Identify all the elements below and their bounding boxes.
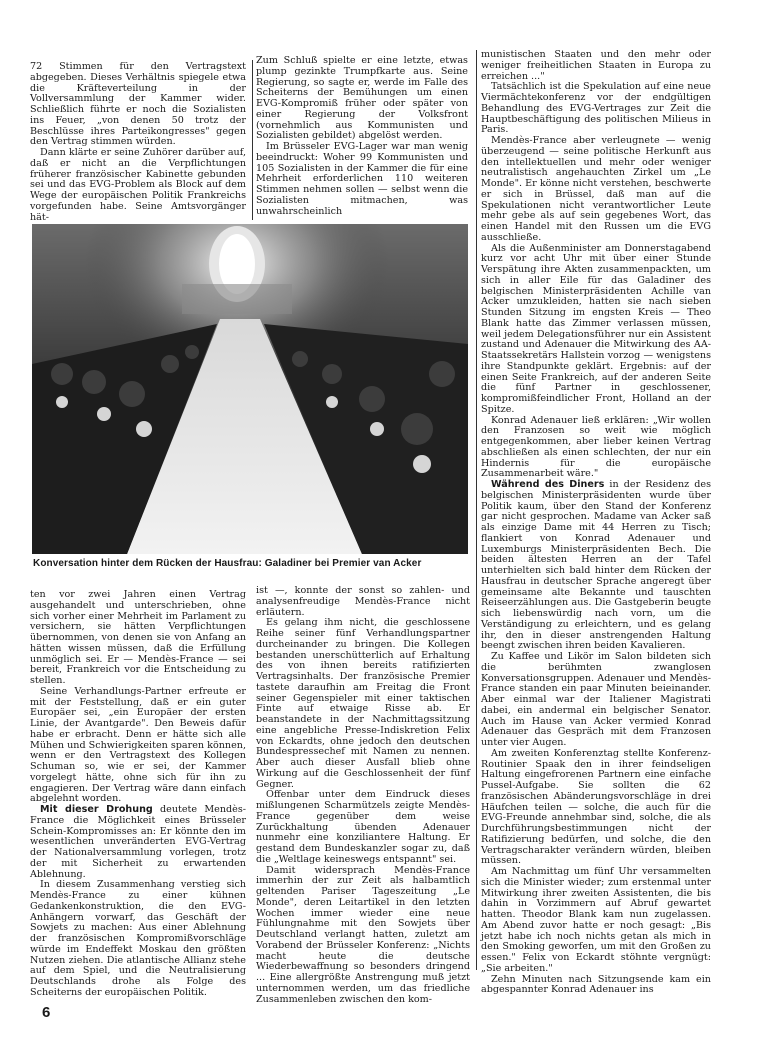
paragraph: 72 Stimmen für den Vertragstext abgegeben. Dieses Verhältnis spiegele etwa die Kräfteverteilung in der Vollversammlung der Kammer wider. Schließlich führte er noch die Sozialisten ins Feuer, „von denen 50 trotz der Beschlüsse ihres Parteikongresses" gegen den Vertrag stimmen würden. xyxy=(30,61,246,148)
column-rule xyxy=(476,50,477,970)
paragraph: Im Brüsseler EVG-Lager war man wenig beeindruckt: Woher 99 Kommunisten und 105 Sozialisten in der Kammer die für eine Mehrheit erforderlichen 110 weiteren Stimmen nehmen sollen — selbst wenn die Sozialisten mitmachen, was unwahrscheinlich xyxy=(256,141,468,217)
photo-caption xyxy=(33,558,469,569)
paragraph: In diesem Zusammenhang verstieg sich Mendès-France zu einer kühnen Gedankenkonstruktion, die den EVG-Anhängern vorwarf, das Geschäft der Sowjets zu machen: Aus einer Ablehnung der französischen Kompromißvorschläge würde im Endeffekt Moskau den größten Nutzen ziehen. Die atlantische Allianz stehe auf dem Spiel, und die Neutralisierung Deutschlands drohe als Folge des Scheiterns der europäischen Politik. xyxy=(30,879,246,998)
paragraph: Mit dieser Drohung deutete Mendès-France die Möglichkeit eines Brüsseler Schein-Kompromisses an: Er könnte den im wesentlichen unveränderten EVG-Vertrag der Nationalversammlung vorlegen, trotz der mit Sicherheit zu erwartenden Ablehnung. xyxy=(30,804,246,880)
paragraph: Während des Diners in der Residenz des belgischen Ministerpräsidenten wurde über Politik kaum, über den Stand der Konferenz gar nicht gesprochen. Madame van Acker saß als einzige Dame mit 44 Herren zu Tisch; flankiert von Konrad Adenauer und Luxemburgs Ministerpräsidenten Bech. Die beiden ältesten Herren an der Tafel unterhielten sich bald hinter dem Rücken der Hausfrau in deutscher Sprache angeregt über gemeinsame alte Bekannte und tauschten Reiseerzählungen aus. Die Gastgeberin beugte sich liebenswürdig nach vorn, um die Verständigung zu erleichtern, und es gelang ihr, den in dieser anstrengenden Haltung beengt zwischen ihren beiden Kavalieren. xyxy=(481,479,711,652)
paragraph: munistischen Staaten und den mehr oder weniger freiheitlichen Staaten in Europa zu erreichen ..." xyxy=(481,49,711,82)
paragraph: Zehn Minuten nach Sitzungsende kam ein abgespannter Konrad Adenauer ins xyxy=(481,973,711,996)
paragraph: Damit widersprach Mendès-France immerhin der zur Zeit als halbamtlich geltenden Pariser Tageszeitung „Le Monde", deren Leitartikel in den letzten Wochen immer wieder eine neue Fühlungnahme mit den Sowjets über Deutschland verlangt hatten, zuletzt am Vorabend der Brüsseler Konferenz: „Nichts macht heute die deutsche Wiederbewaffnung so besonders dringend ... Eine allergrößte Anstrengung muß jetzt unternommen werden, um das friedliche Zusammenleben zwischen den kom- xyxy=(256,864,470,1005)
paragraph: Als die Außenminister am Donnerstagabend kurz vor acht Uhr mit über einer Stunde Verspätung ihre Akten zusammenpackten, um sich in aller Eile für das Galadiner des belgischen Ministerpräsidenten Achille van Acker umzukleiden, hatten sie nach sieben Stunden Sitzung im engsten Kreis — Theo Blank hatte das Zimmer verlassen müssen, weil jedem Delegationsführer nur ein Assistent zustand und Adenauer die Mitwirkung des AA-Staatssekretärs Hallstein vorzog — wenigstens ihre Standpunkte geklärt. Ergebnis: auf der einen Seite Frankreich, auf der anderen Seite die fünf Partner in geschlossener, kompromißfeindlicher Front, Holland an der Spitze. xyxy=(481,242,711,415)
bold-lead-in: Während des Diners xyxy=(491,479,605,490)
page-number: 6 xyxy=(42,1004,51,1021)
paragraph: Zu Kaffee und Likör im Salon bildeten sich die berühmten zwanglosen Konversationsgruppen. Adenauer und Mendès-France standen ein paar Minuten beieinander. Aber einmal war der Italiener Magistrati dabei, ein andermal ein belgischer Senator. Auch im Hause van Acker vermied Konrad Adenauer das Gespräch mit dem Franzosen unter vier Augen. xyxy=(481,651,711,748)
paragraph: Am Nachmittag um fünf Uhr versammelten sich die Minister wieder; zum erstenmal unter Mitwirkung ihrer zweiten Assistenten, die bis dahin in Vorzimmern auf Abruf gewartet hatten. Theodor Blank kam nun zugelassen. Am Abend zuvor hatte er noch gesagt: „Bis jetzt habe ich noch nichts getan als mich in den Smoking geworfen, um mit den Großen zu essen." Felix von Eckardt stöhnte vergnügt: „Sie arbeiten." xyxy=(481,866,711,974)
paragraph: Offenbar unter dem Eindruck dieses mißlungenen Scharmützels zeigte Mendès-France gegenüber dem weise Zurückhaltung übenden Adenauer nunmehr eine konziliantere Haltung. Er gestand dem Bundeskanzler sogar zu, daß die „Weltlage keineswegs entspannt" sei. xyxy=(256,789,470,865)
paragraph: ten vor zwei Jahren einen Vertrag ausgehandelt und unterschrieben, ohne sich vorher einer Mehrheit im Parlament zu versichern, sie hätten Verpflichtungen übernommen, von denen sie von Anfang an hätten wissen müssen, daß die Erfüllung unmöglich sei. Er — Mendès-France — sei bereit, Frankreich vor die Entscheidung zu stellen. xyxy=(30,589,246,686)
paragraph: Am zweiten Konferenztag stellte Konferenz-Routinier Spaak den in ihrer feindseligen Haltung eingefrorenen Partnern eine einfache Pussel-Aufgabe. Sie sollten die 62 französischen Abänderungsvorschläge in drei Häufchen teilen — solche, die auch für die EVG-Freunde annehmbar sind, solche, die als Durchführungsbestimmungen nicht der Ratifizierung bedürfen, und solche, die den Vertragscharakter verändern würden, bleiben müssen. xyxy=(481,747,711,867)
article-column-3 xyxy=(481,50,711,996)
paragraph: Dann klärte er seine Zuhörer darüber auf, daß er nicht an die Verpflichtungen früherer französischer Kabinette gebunden sei und das EVG-Problem als Block auf dem Wege der europäischen Politik Frankreichs vorgefunden habe. Seine Amtsvorgänger hät- xyxy=(30,147,246,223)
paragraph: Seine Verhandlungs-Partner erfreute er mit der Feststellung, daß er ein guter Europäer sei, „ein Europäer der ersten Linie, der Avantgarde". Den Beweis dafür habe er erbracht. Denn er hätte sich alle Mühen und Schwierigkeiten sparen können, wenn er den Vertragstext des Kollegen Schuman so, wie er sei, der Kammer vorgelegt hätte, ohne sich für ihn zu engagieren. Der Vertrag wäre dann einfach abgelehnt worden. xyxy=(30,685,246,805)
caption-text: Konversation hinter dem Rücken der Hausfrau: Galadiner bei Premier van Acker xyxy=(33,558,422,569)
article-column-5 xyxy=(256,586,470,1005)
paragraph: Es gelang ihm nicht, die geschlossene Reihe seiner fünf Verhandlungspartner durcheinander zu bringen. Die Kollegen bestanden unerschütterlich auf Erhaltung des von ihnen bereits ratifizierten Vertragsinhalts. Der französische Premier tastete daraufhin am Freitag die Front seiner Gegenspieler mit einer taktischen Finte auf etwaige Risse ab. Er beanstandete in der Nachmittagssitzung eine angebliche Presse-Indiskretion Felix von Eckardts, ohne jedoch den deutschen Bundespressechef mit Namen zu nennen. Aber auch dieser Ausfall blieb ohne Wirkung auf die Geschlossenheit der fünf Gegner. xyxy=(256,617,470,790)
paragraph: Zum Schluß spielte er eine letzte, etwas plump gezinkte Trumpfkarte aus. Seine Regierung, so sagte er, werde im Falle des Scheiterns der Bemühungen um einen EVG-Kompromiß früher oder später von einer Regierung der Volksfront (vornehmlich aus Kommunisten und Sozialisten gebildet) abgelöst werden. xyxy=(256,55,468,142)
article-column-1 xyxy=(30,62,246,223)
article-column-2 xyxy=(256,56,468,217)
paragraph: Konrad Adenauer ließ erklären: „Wir wollen den Franzosen so weit wie möglich entgegenkommen, aber lieber keinen Vertrag abschließen als einen schlechten, der nur ein Hindernis für die europäische Zusammenarbeit wäre." xyxy=(481,414,711,480)
paragraph: ist —, konnte der sonst so zahlen- und analysenfreudige Mendès-France nicht erläutern. xyxy=(256,585,470,618)
paragraph: Mendès-France aber verleugnete — wenig überzeugend — seine politische Herkunft aus den intellektuellen und mehr oder weniger neutralistisch angehauchten Zirkel um „Le Monde". Er könne nicht verstehen, beschwerte er sich in Brüssel, daß man auf die Spekulationen nicht verantwortlicher Leute mehr gebe als auf sein gegebenes Wort, das einen Handel mit den Russen um die EVG ausschließe. xyxy=(481,135,711,243)
banquet-photo xyxy=(32,224,468,554)
paragraph: Tatsächlich ist die Spekulation auf eine neue Viermächtekonferenz vor der endgültigen Behandlung des EVG-Vertrages zur Zeit die Hauptbeschäftigung des politischen Milieus in Paris. xyxy=(481,81,711,136)
article-column-4 xyxy=(30,590,246,999)
column-rule xyxy=(252,60,253,220)
bold-lead-in: Mit dieser Drohung xyxy=(40,804,153,815)
